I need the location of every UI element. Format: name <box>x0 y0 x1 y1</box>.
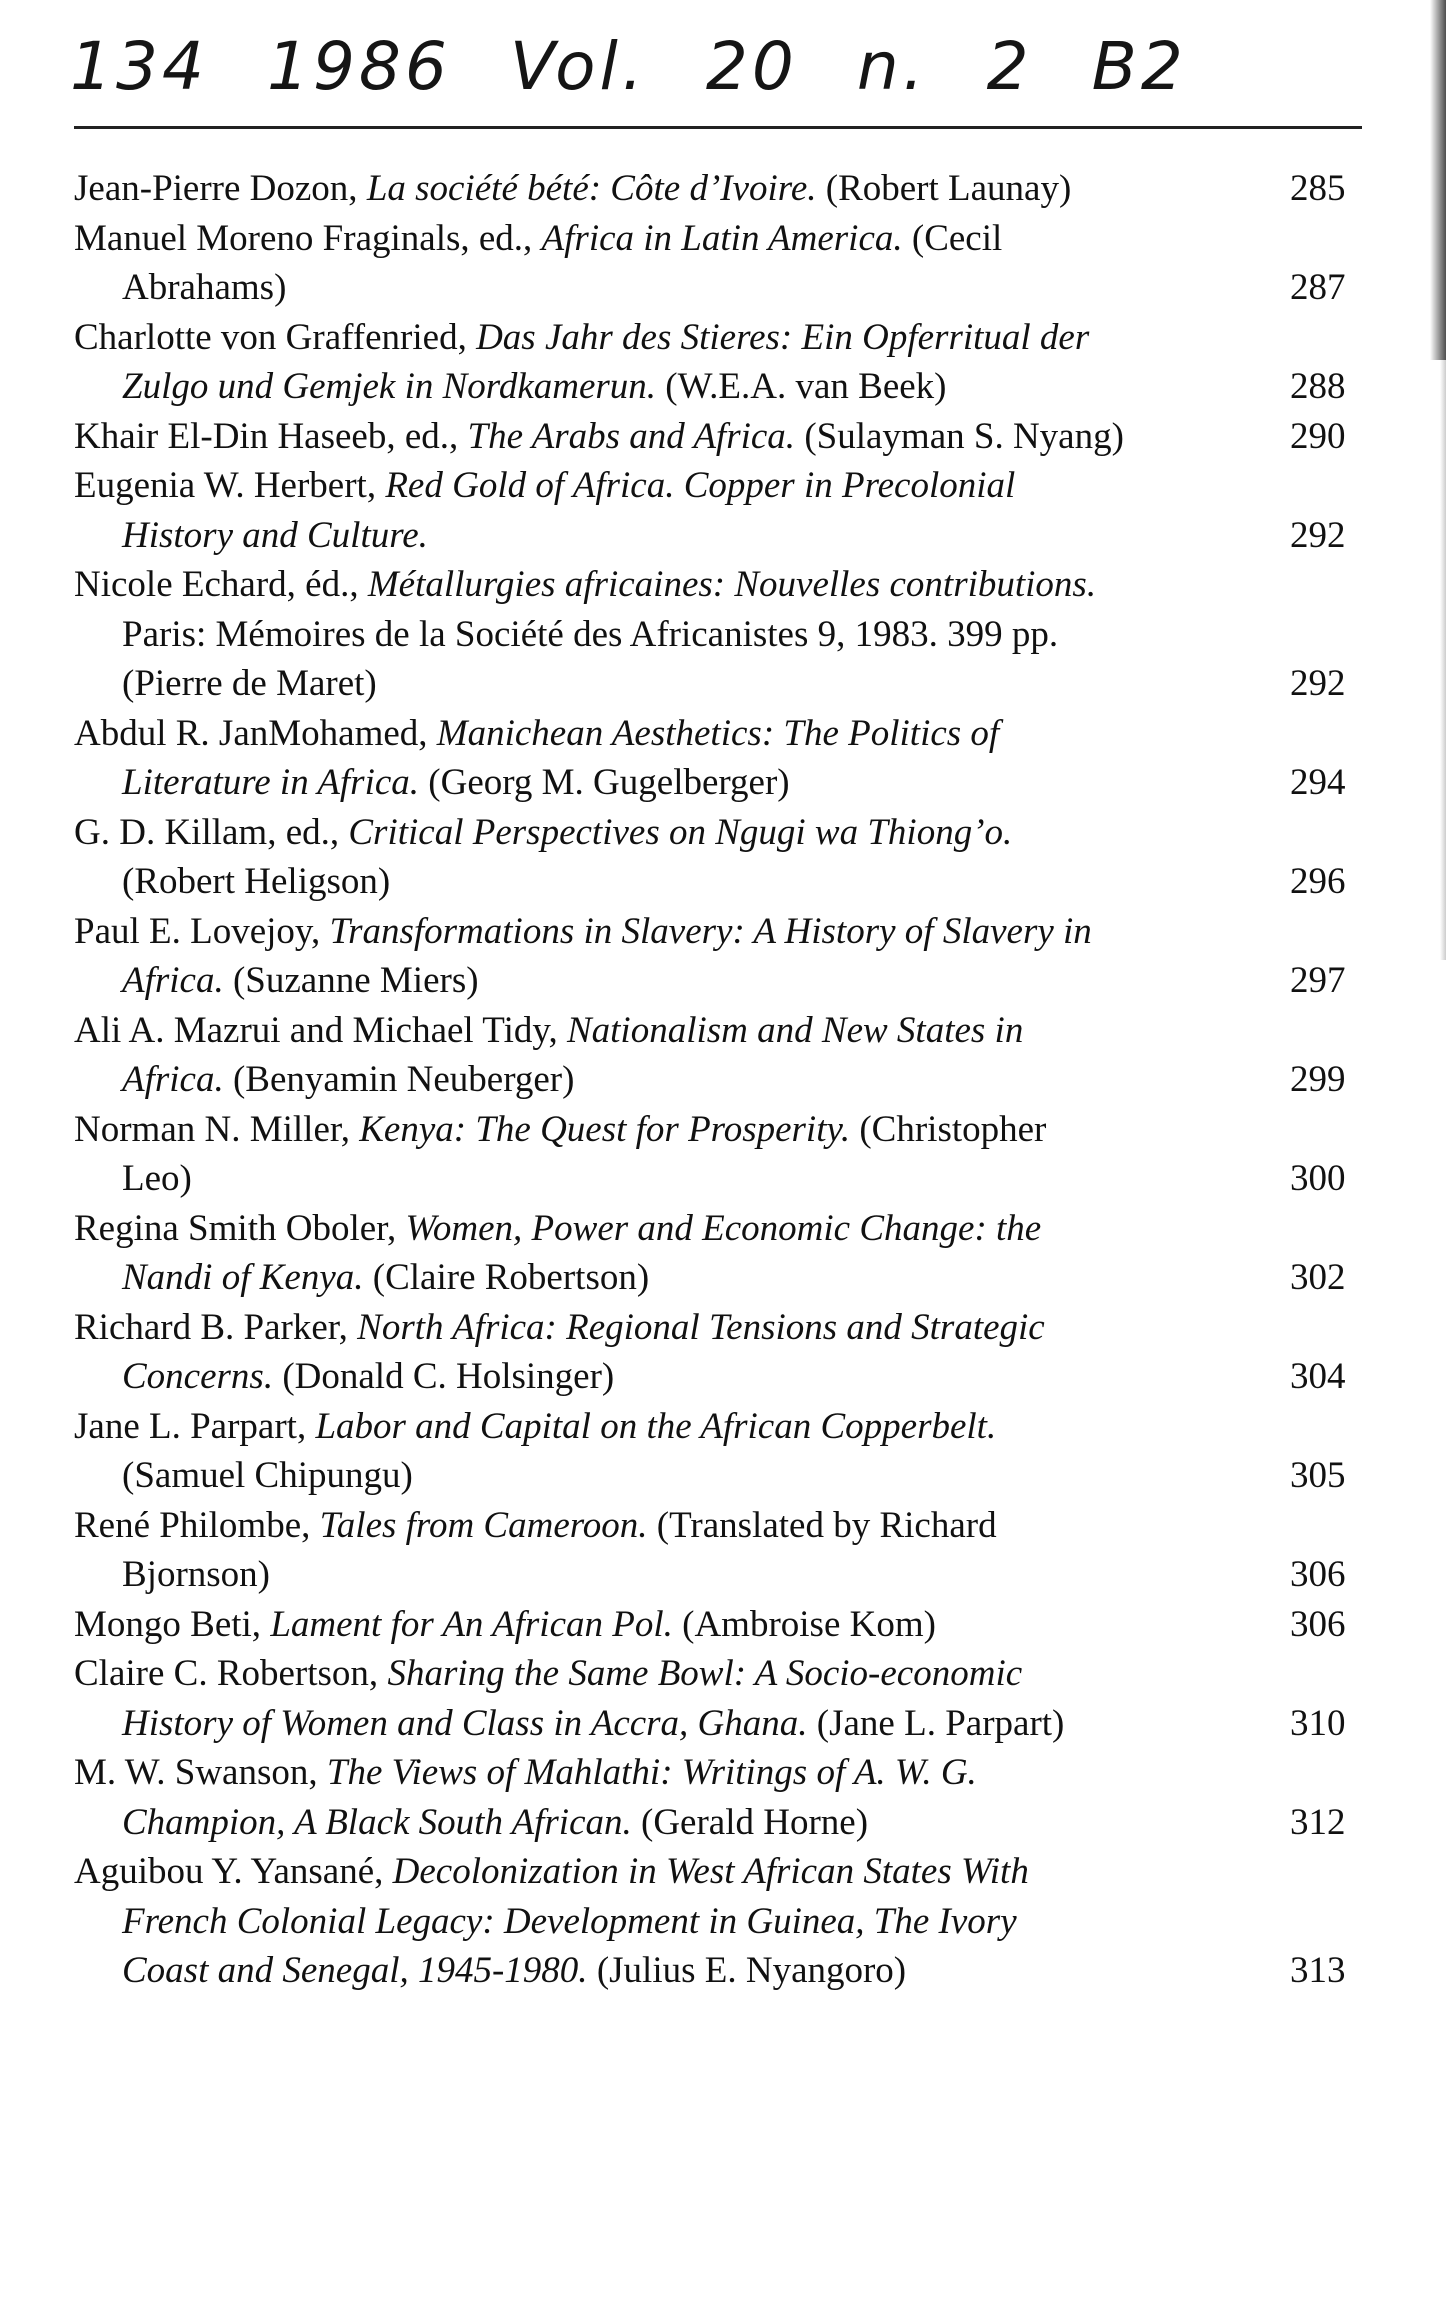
entry-line <box>74 610 1370 660</box>
entry-reviewer: (Georg M. Gugelberger) <box>419 762 790 803</box>
entry-line <box>74 1501 1370 1551</box>
entry-author: Norman N. Miller, <box>74 1108 360 1150</box>
scan-edge-shadow-lower <box>1440 360 1446 960</box>
entry-reviewer: (Jane L. Parpart) <box>807 1702 1065 1744</box>
review-entry <box>74 1847 1370 1996</box>
page-number: 287 <box>1290 267 1346 308</box>
entry-line <box>74 461 1370 511</box>
entry-author: Manuel Moreno Fraginals, ed., <box>74 217 542 259</box>
entry-line <box>74 1303 1370 1353</box>
entry-author: Eugenia W. Herbert, <box>74 465 386 506</box>
page-number: 313 <box>1290 1950 1346 1991</box>
entry-line <box>74 1055 1370 1105</box>
entry-reviewer: (Suzanne Miers) <box>223 960 479 1001</box>
review-entry <box>74 1501 1370 1600</box>
review-entry <box>74 907 1370 1006</box>
entry-line <box>74 907 1370 957</box>
entry-author: Abdul R. JanMohamed, <box>74 712 437 754</box>
entry-line <box>74 1699 1370 1749</box>
entry-title: French Colonial Legacy: Development in Guinea, The Ivory <box>122 1900 1017 1942</box>
entry-line <box>74 560 1370 610</box>
entry-title: Champion, A Black South African. <box>122 1801 632 1843</box>
entry-title: Decolonization in West African States With <box>392 1851 1029 1892</box>
entry-author: (Pierre de Maret) <box>122 663 377 704</box>
entry-title: History and Culture. <box>122 514 428 556</box>
page-number: 299 <box>1290 1059 1346 1100</box>
entry-line <box>74 1154 1370 1204</box>
entry-title: History of Women and Class in Accra, Ghana. <box>122 1702 808 1744</box>
entry-title: Kenya: The Quest for Prosperity. <box>359 1108 851 1150</box>
entry-author: Nicole Echard, éd., <box>74 564 368 605</box>
page-number: 285 <box>1290 168 1346 209</box>
entry-author: (Samuel Chipungu) <box>122 1455 413 1496</box>
entry-title: Nandi of Kenya. <box>122 1257 364 1298</box>
entry-title: Africa. <box>122 1059 224 1100</box>
entry-title: La société bété: Côte d’Ivoire. <box>366 168 817 209</box>
header-rule <box>74 126 1362 129</box>
page-number: 300 <box>1290 1158 1346 1199</box>
entry-reviewer: (Christopher <box>850 1108 1047 1150</box>
review-entry <box>74 709 1370 808</box>
page-number: 305 <box>1290 1455 1346 1496</box>
entry-reviewer: (Claire Robertson) <box>363 1257 650 1298</box>
entry-author: Bjornson) <box>122 1554 270 1595</box>
entry-line <box>74 659 1370 709</box>
review-entry <box>74 412 1370 462</box>
entry-author: Mongo Beti, <box>74 1603 271 1645</box>
page-number: 306 <box>1290 1554 1346 1595</box>
review-entry <box>74 1105 1370 1204</box>
entry-line <box>74 758 1370 808</box>
entry-reviewer: (Benyamin Neuberger) <box>223 1059 575 1100</box>
entry-line <box>74 412 1370 462</box>
entry-reviewer: (Ambroise Kom) <box>672 1603 936 1645</box>
entry-author: Jean-Pierre Dozon, <box>74 168 367 209</box>
entry-title: Coast and Senegal, 1945-1980. <box>122 1950 588 1991</box>
entry-title: Das Jahr des Stieres: Ein Opferritual der <box>476 316 1090 358</box>
entry-title: Nationalism and New States in <box>566 1009 1024 1051</box>
entry-reviewer: (Cecil <box>902 217 1003 259</box>
entry-line <box>74 214 1370 264</box>
entry-author: (Robert Heligson) <box>122 861 391 902</box>
entry-reviewer: (Robert Launay) <box>816 168 1072 209</box>
entry-reviewer: (Gerald Horne) <box>631 1801 869 1843</box>
page-number: 312 <box>1290 1801 1346 1843</box>
entry-author: Paul E. Lovejoy, <box>74 910 330 952</box>
entry-line <box>74 362 1370 412</box>
page-number: 292 <box>1290 514 1346 556</box>
entry-author: René Philombe, <box>74 1504 320 1546</box>
entry-reviewer: (Donald C. Holsinger) <box>273 1356 615 1397</box>
entry-line <box>74 1847 1370 1897</box>
entry-title: Literature in Africa. <box>122 762 420 803</box>
entry-author: Richard B. Parker, <box>74 1306 358 1348</box>
handwritten-annotation: 134 1986 Vol. 20 n. 2 B2 <box>70 28 1187 105</box>
entry-line <box>74 1550 1370 1600</box>
review-entry <box>74 1303 1370 1402</box>
page-number: 292 <box>1290 663 1346 704</box>
entry-line <box>74 1402 1370 1452</box>
entry-line <box>74 857 1370 907</box>
entry-title: Concerns. <box>122 1356 274 1397</box>
page-number: 290 <box>1290 415 1346 457</box>
entry-title: Métallurgies africaines: Nouvelles contributions. <box>367 564 1097 605</box>
review-entry <box>74 1649 1370 1748</box>
page-number: 306 <box>1290 1603 1346 1645</box>
review-entry <box>74 1204 1370 1303</box>
review-entry <box>74 461 1370 560</box>
entry-title: North Africa: Regional Tensions and Strategic <box>357 1306 1045 1348</box>
entry-reviewer: (W.E.A. van Beek) <box>656 366 947 407</box>
entry-title: Zulgo und Gemjek in Nordkamerun. <box>122 366 657 407</box>
review-entry <box>74 1402 1370 1501</box>
entry-line <box>74 1946 1370 1996</box>
entry-line <box>74 1451 1370 1501</box>
review-entry <box>74 1006 1370 1105</box>
entry-reviewer: (Sulayman S. Nyang) <box>795 415 1124 457</box>
review-entry <box>74 1748 1370 1847</box>
page-number: 310 <box>1290 1702 1346 1744</box>
entry-title: Labor and Capital on the African Copperbelt. <box>315 1405 997 1447</box>
entry-line <box>74 709 1370 759</box>
entry-author: Aguibou Y. Yansané, <box>74 1851 393 1892</box>
entry-line <box>74 1105 1370 1155</box>
entry-title: Manichean Aesthetics: The Politics of <box>436 712 1000 754</box>
entry-line <box>74 1204 1370 1254</box>
entry-title: Lament for An African Pol. <box>270 1603 673 1645</box>
entry-line <box>74 1798 1370 1848</box>
entry-title: Africa in Latin America. <box>541 217 903 259</box>
page-number: 302 <box>1290 1257 1346 1298</box>
entry-author: G. D. Killam, ed., <box>74 811 349 853</box>
entry-line <box>74 263 1370 313</box>
page-number: 294 <box>1290 762 1346 803</box>
review-entry <box>74 808 1370 907</box>
entry-title: The Arabs and Africa. <box>467 415 796 457</box>
entry-author: Leo) <box>122 1158 192 1199</box>
entry-title: Critical Perspectives on Ngugi wa Thiong’o. <box>348 811 1013 853</box>
entry-author: Paris: Mémoires de la Société des Africanistes 9, 1983. 399 pp. <box>122 613 1059 655</box>
entry-line <box>74 313 1370 363</box>
entry-title: Women, Power and Economic Change: the <box>405 1207 1042 1249</box>
review-entry <box>74 214 1370 313</box>
entry-title: Red Gold of Africa. Copper in Precolonial <box>385 465 1016 506</box>
entry-line <box>74 1352 1370 1402</box>
entry-title: Tales from Cameroon. <box>319 1504 648 1546</box>
scan-edge-shadow <box>1430 0 1446 360</box>
entry-title: Sharing the Same Bowl: A Socio-economic <box>387 1653 1023 1694</box>
entry-line <box>74 1253 1370 1303</box>
review-entry <box>74 313 1370 412</box>
entry-line <box>74 808 1370 858</box>
entry-line <box>74 1649 1370 1699</box>
entry-line <box>74 1600 1370 1650</box>
entry-title: Transformations in Slavery: A History of Slavery in <box>329 910 1092 952</box>
entry-reviewer: (Julius E. Nyangoro) <box>587 1950 907 1991</box>
entry-author: Ali A. Mazrui and Michael Tidy, <box>74 1009 567 1051</box>
entry-author: Charlotte von Graffenried, <box>74 316 477 358</box>
book-review-list <box>74 164 1370 1996</box>
entry-title: Africa. <box>122 960 224 1001</box>
entry-author: Jane L. Parpart, <box>74 1405 316 1447</box>
entry-line <box>74 1897 1370 1947</box>
entry-line <box>74 164 1370 214</box>
entry-title: The Views of Mahlathi: Writings of A. W. G. <box>326 1752 977 1793</box>
entry-author: Khair El-Din Haseeb, ed., <box>74 415 468 457</box>
entry-author: Regina Smith Oboler, <box>74 1207 406 1249</box>
entry-line <box>74 1006 1370 1056</box>
review-entry <box>74 1600 1370 1650</box>
review-entry <box>74 560 1370 709</box>
entry-line <box>74 1748 1370 1798</box>
entry-author: Claire C. Robertson, <box>74 1653 388 1694</box>
entry-author: Abrahams) <box>122 267 287 308</box>
entry-reviewer: (Translated by Richard <box>647 1504 997 1546</box>
entry-line <box>74 956 1370 1006</box>
page-number: 304 <box>1290 1356 1346 1397</box>
page-number: 297 <box>1290 960 1346 1001</box>
page-number: 288 <box>1290 366 1346 407</box>
entry-line <box>74 511 1370 561</box>
page-number: 296 <box>1290 861 1346 902</box>
review-entry <box>74 164 1370 214</box>
entry-author: M. W. Swanson, <box>74 1752 327 1793</box>
